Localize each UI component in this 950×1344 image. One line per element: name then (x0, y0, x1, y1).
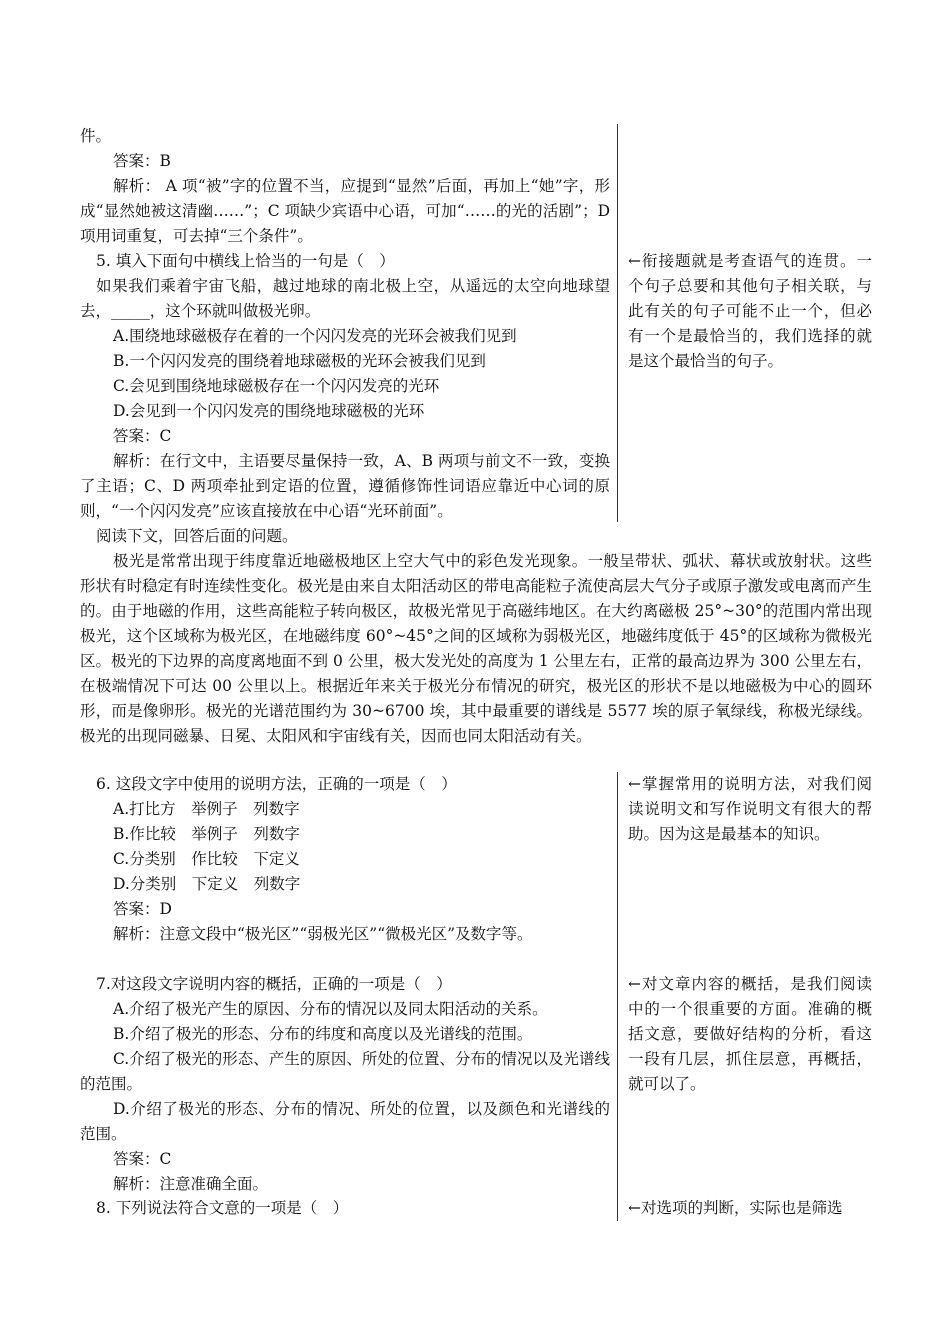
q7-option-a: A.介绍了极光产生的原因、分布的情况以及同太阳活动的关系。 (113, 1000, 548, 1018)
q6-question: 6. 这段文字中使用的说明方法，正确的一项是（ ） (96, 775, 457, 793)
q5-question: 5. 填入下面句中横线上恰当的一句是（ ） (96, 252, 395, 270)
reading-prompt: 阅读下文，回答后面的问题。 (96, 527, 298, 545)
reading-passage: 极光是常常出现于纬度靠近地磁极地区上空大气中的彩色发光现象。一般呈带状、弧状、幕状或放射状。这些形状有时稳定有时连续性变化。极光是由来自太阳活动区的带电高能粒子流使高层大气分子或原子激发或电离而产生的。由于地磁的作用，这些高能粒子转向极区，故极光常见于高磁纬地区。在大约离磁极 25°~30°的范围内常出现极光，这个区域称为极光区，在地磁纬度 60°~45°之间的区域称为弱极光区，地磁纬度低于 45°的区域称为微极光区。极光的下边界的高度离地面不到 0 公里，极大发光处的高度为 1 公里左右，正常的最高边界为 300 公里左右，在极端情况下可达 00 公里以上。根据近年来关于极光分布情况的研究，极光区的形状不是以地磁极为中心的圆环形，而是像卵形。极光的光谱范围约为 30~6700 埃，其中最重要的谱线是 5577 埃的原子氧绿线，称极光绿线。极光的出现同磁暴、日冕、太阳风和宇宙线有关，因而也同太阳活动有关。 (80, 552, 872, 745)
q7-option-d: D.介绍了极光的形态、分布的情况、所处的位置，以及颜色和光谱线的范围。 (80, 1100, 610, 1143)
q5-margin-note: ←衔接题就是考查语气的连贯。一个句子总要和其他句子相关联，与此有关的句子可能不止一个，但必有一个是最恰当的，我们选择的就是这个最恰当的句子。 (628, 252, 872, 370)
q6-analysis: 解析：注意文段中“极光区”“弱极光区”“微极光区”及数字等。 (113, 925, 533, 943)
q5-option-d: D.会见到一个闪闪发亮的围绕地球磁极的光环 (113, 402, 425, 420)
q5-stem: 如果我们乘着宇宙飞船，越过地球的南北极上空，从遥远的太空向地球望去，_____，这个环就叫做极光卵。 (80, 277, 610, 320)
q8-question: 8. 下列说法符合文意的一项是（ ） (96, 1199, 349, 1217)
q5-answer: 答案：C (113, 427, 172, 445)
q6-option-c: C.分类别 作比较 下定义 (113, 850, 300, 868)
q7-margin-note: ←对文章内容的概括，是我们阅读中的一个很重要的方面。准确的概括文意，要做好结构的分析，看这一段有几层，抓住层意，再概括，就可以了。 (628, 975, 872, 1093)
column-divider (617, 772, 618, 1221)
q7-option-b: B.介绍了极光的形态、分布的纬度和高度以及光谱线的范围。 (113, 1025, 533, 1043)
q6-answer: 答案：D (113, 900, 172, 918)
column-divider (617, 124, 618, 522)
q8-margin-note: ←对选项的判断，实际也是筛选 (628, 1199, 843, 1217)
q6-option-b: B.作比较 举例子 列数字 (113, 825, 300, 843)
q5-option-c: C.会见到围绕地球磁极存在一个闪闪发亮的光环 (113, 377, 440, 395)
q5-option-a: A.围绕地球磁极存在着的一个闪闪发亮的光环会被我们见到 (113, 327, 517, 345)
q4-continuation (80, 124, 610, 249)
q7-option-c: C.介绍了极光的形态、产生的原因、所处的位置、分布的情况以及光谱线的范围。 (80, 1050, 610, 1093)
q4-tail: 件。 (80, 127, 112, 145)
q7-answer: 答案：C (113, 1150, 172, 1168)
q6-option-d: D.分类别 下定义 列数字 (113, 875, 301, 893)
question-6 (80, 772, 610, 947)
q6-option-a: A.打比方 举例子 列数字 (113, 800, 300, 818)
question-8 (80, 1196, 610, 1221)
q6-margin-note: ←掌握常用的说明方法，对我们阅读说明文和写作说明文有很大的帮助。因为这是最基本的知识。 (628, 775, 872, 843)
reading-section (80, 524, 872, 749)
question-5 (80, 249, 610, 524)
question-7 (80, 972, 610, 1197)
q5-analysis: 解析：在行文中，主语要尽量保持一致，A、B 两项与前文不一致，变换了主语；C、D 两项牵扯到定语的位置，遵循修饰性词语应靠近中心词的原则，“一个闪闪发亮”应该直接放在中心语“光环前面”。 (80, 452, 610, 520)
q5-option-b: B.一个闪闪发亮的围绕着地球磁极的光环会被我们见到 (113, 352, 486, 370)
q4-analysis: 解析： A 项“被”字的位置不当，应提到“显然”后面，再加上“她”字，形成“显然她被这清幽……”；C 项缺少宾语中心语，可加“……的光的活剧”；D 项用词重复，可去掉“三个条件”。 (80, 177, 610, 245)
q7-analysis: 解析：注意准确全面。 (113, 1175, 269, 1193)
q7-question: 7.对这段文字说明内容的概括，正确的一项是（ ） (96, 975, 452, 993)
q4-answer: 答案：B (113, 152, 171, 170)
